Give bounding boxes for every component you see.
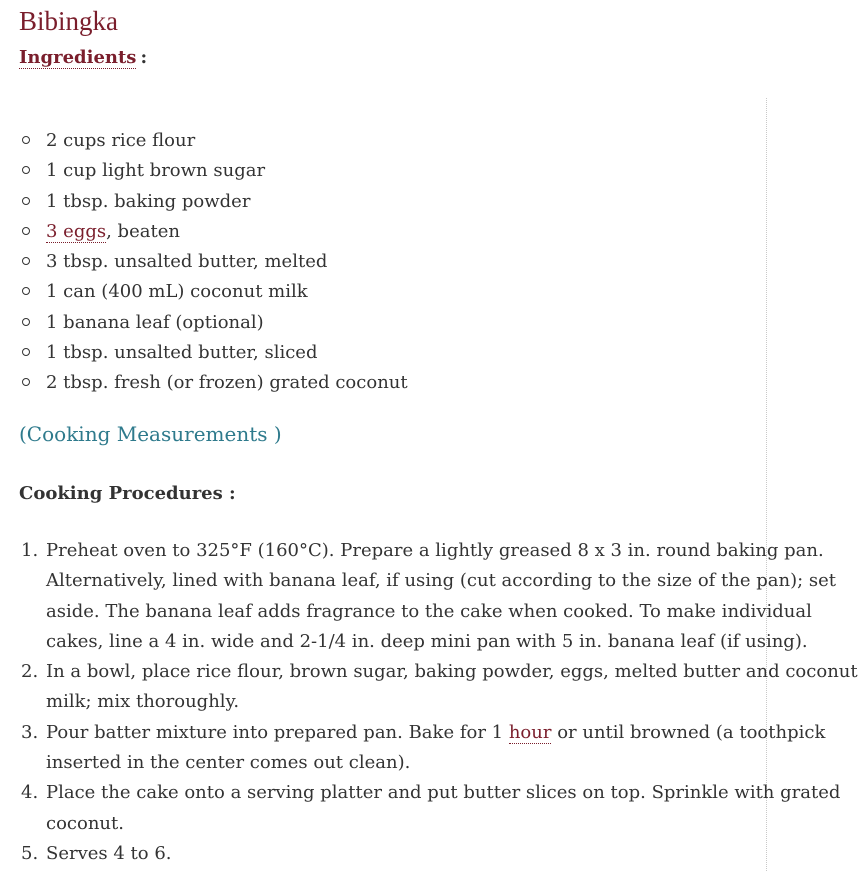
ingredients-list <box>0 126 408 399</box>
list-item <box>0 308 408 338</box>
cooking-measurements-link[interactable]: (Cooking Measurements ) <box>19 422 282 446</box>
ingredient-text: , beaten <box>106 220 180 242</box>
step-text-line: cakes, line a 4 in. wide and 2-1/4 in. deep mini pan with 5 in. banana leaf (if using). <box>46 630 808 652</box>
ingredient-text: 1 cup light brown sugar <box>46 160 266 182</box>
step-number: 5. <box>21 842 39 864</box>
ingredients-colon: : <box>140 47 148 68</box>
list-item <box>0 536 837 657</box>
circle-bullet-icon <box>22 378 30 386</box>
list-item <box>0 657 858 718</box>
circle-bullet-icon <box>22 257 30 265</box>
list-item <box>0 778 841 839</box>
hour-link[interactable]: hour <box>508 721 552 743</box>
ingredient-text: 1 tbsp. baking powder <box>46 190 251 212</box>
step-text-line: In a bowl, place rice flour, brown sugar, baking powder, eggs, melted butter and coconut <box>46 661 858 683</box>
ingredients-link[interactable]: Ingredients <box>19 47 137 68</box>
circle-bullet-icon <box>22 348 30 356</box>
step-text-line: inserted in the center comes out clean). <box>46 752 411 774</box>
procedures-heading: Cooking Procedures : <box>19 483 236 504</box>
step-number: 3. <box>21 721 39 743</box>
list-item <box>0 338 408 368</box>
step-text-line <box>46 718 826 748</box>
step-text: Pour batter mixture into prepared pan. Bake for 1 <box>46 721 509 743</box>
circle-bullet-icon <box>22 227 30 235</box>
step-text-line: aside. The banana leaf adds fragrance to the cake when cooked. To make individual <box>46 600 812 622</box>
circle-bullet-icon <box>22 318 30 326</box>
procedures-list <box>0 536 858 869</box>
list-item <box>0 247 408 277</box>
list-item <box>0 277 408 307</box>
ingredient-text: 1 banana leaf (optional) <box>46 311 264 333</box>
list-item <box>0 839 768 869</box>
step-text-line: coconut. <box>46 812 124 834</box>
step-number: 2. <box>21 661 39 683</box>
circle-bullet-icon <box>22 136 30 144</box>
list-item <box>0 187 408 217</box>
step-text-line: Place the cake onto a serving platter and put butter slices on top. Sprinkle with grated <box>46 782 841 804</box>
step-number: 4. <box>21 782 39 804</box>
circle-bullet-icon <box>22 197 30 205</box>
ingredient-text: 1 tbsp. unsalted butter, sliced <box>46 342 318 364</box>
recipe-title: Bibingka <box>19 6 118 36</box>
ingredient-text: 1 can (400 mL) coconut milk <box>46 281 308 303</box>
list-item <box>0 718 826 779</box>
list-item <box>0 217 408 247</box>
step-text-line: Alternatively, lined with banana leaf, if using (cut according to the size of the pan); set <box>46 570 837 592</box>
circle-bullet-icon <box>22 166 30 174</box>
step-text-line: Preheat oven to 325°F (160°C). Prepare a lightly greased 8 x 3 in. round baking pan. <box>46 540 824 561</box>
step-number: 1. <box>21 540 39 561</box>
circle-bullet-icon <box>22 287 30 295</box>
list-item <box>0 156 408 186</box>
step-text: or until browned (a toothpick <box>551 721 826 743</box>
ingredient-text: 2 tbsp. fresh (or frozen) grated coconut <box>46 372 408 394</box>
list-item <box>0 126 408 156</box>
ingredient-text: 3 tbsp. unsalted butter, melted <box>46 251 328 273</box>
eggs-link[interactable]: 3 eggs <box>46 220 107 242</box>
step-text-line: Serves 4 to 6. <box>46 842 172 864</box>
ingredient-text: 2 cups rice flour <box>46 130 196 151</box>
step-text-line: milk; mix thoroughly. <box>46 691 240 713</box>
list-item <box>0 368 408 398</box>
ingredients-heading <box>19 45 147 71</box>
